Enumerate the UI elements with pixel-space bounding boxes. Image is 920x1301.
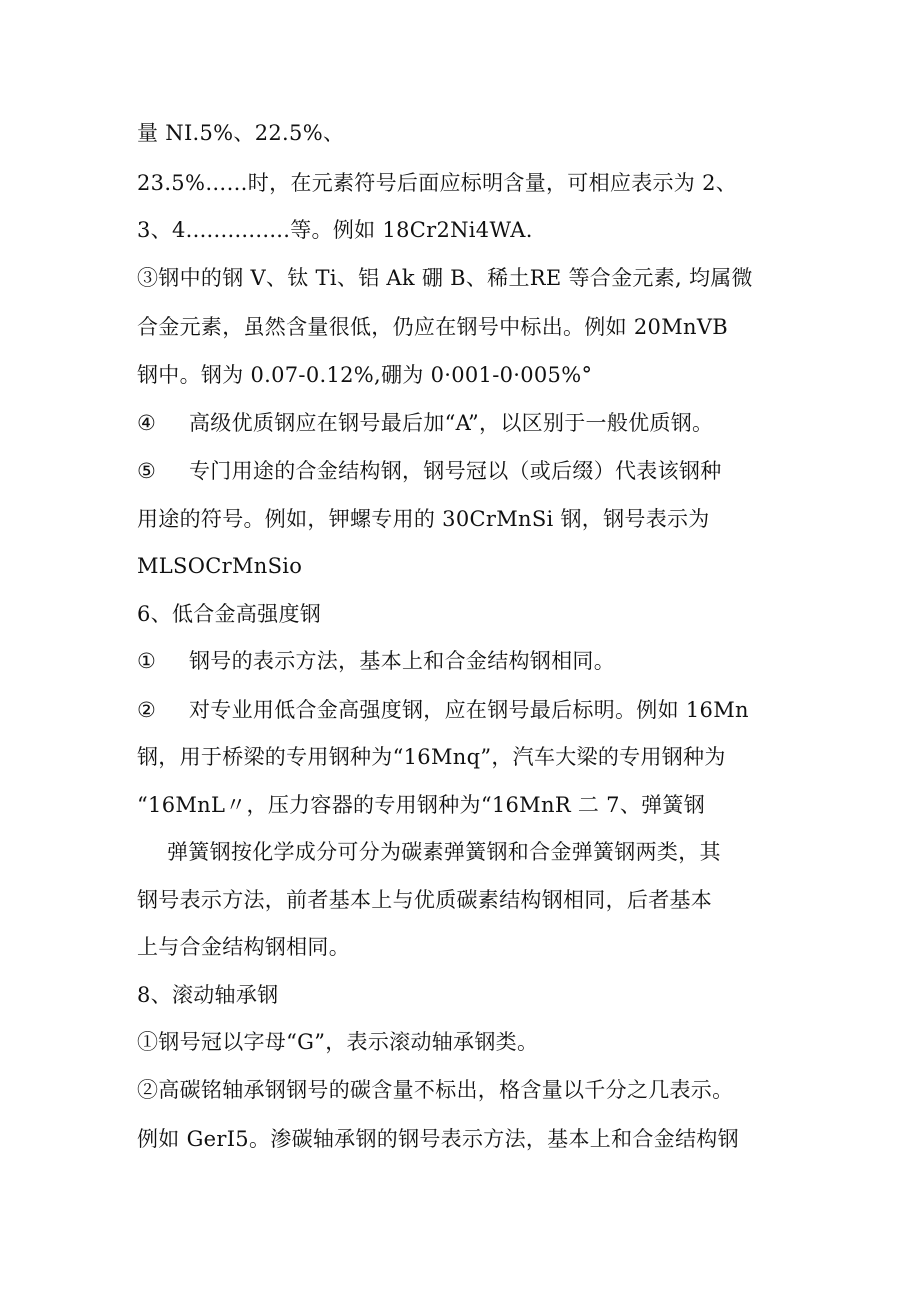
line-text: ②高碳铭轴承钢钢号的碳含量不标出，格含量以千分之几表示。 — [137, 1078, 734, 1102]
section-heading — [137, 982, 278, 1008]
text-line — [137, 120, 344, 146]
text-line — [137, 170, 737, 196]
text-line — [137, 553, 302, 579]
text-line — [137, 1126, 739, 1152]
text-line — [137, 887, 712, 913]
section-heading — [137, 601, 321, 627]
line-text: MLSOCrMnSio — [137, 554, 303, 578]
text-line — [137, 314, 728, 340]
text-line — [137, 792, 705, 818]
line-text: 钢中。钢为 0.07-0.12%,硼为 0·001-0·005%° — [137, 363, 593, 387]
list-marker: ⑤ — [137, 459, 157, 483]
list-marker: ① — [137, 649, 157, 673]
line-text: 弹簧钢按化学成分可分为碳素弹簧钢和合金弹簧钢两类，其 — [167, 840, 721, 864]
line-text: 合金元素，虽然含量很低，仍应在钢号中标出。例如 20MnVB — [137, 315, 729, 339]
text-line — [137, 1029, 538, 1055]
line-text: 钢，用于桥梁的专用钢种为“16Mnq”，汽车大梁的专用钢种为 — [137, 745, 726, 769]
line-text: 钢号的表示方法，基本上和合金结构钢相同。 — [189, 649, 615, 673]
text-line — [137, 265, 753, 291]
line-text: 高级优质钢应在钢号最后加“A”，以区别于一般优质钢。 — [189, 411, 714, 435]
line-text: 量 NI.5%、22.5%、 — [137, 121, 345, 145]
line-text: 3、4...............等。例如 18Cr2Ni4WA. — [137, 218, 533, 242]
line-text: 23.5%……时，在元素符号后面应标明含量，可相应表示为 2、 — [137, 171, 738, 195]
line-text: ③钢中的钢 V、钛 Ti、铝 Ak 硼 B、稀土RE 等合金元素, 均属微 — [137, 266, 753, 290]
line-text: “16MnL〃，压力容器的专用钢种为“16MnR 二 7、弹簧钢 — [137, 793, 706, 817]
text-line — [137, 458, 722, 484]
text-line — [137, 934, 350, 960]
text-line — [137, 697, 749, 723]
text-line — [137, 839, 721, 865]
line-text: 用途的符号。例如，钾螺专用的 30CrMnSi 钢，钢号表示为 — [137, 507, 710, 531]
line-text: ①钢号冠以字母“G”，表示滚动轴承钢类。 — [137, 1030, 539, 1054]
text-line — [137, 1077, 733, 1103]
text-line — [137, 506, 710, 532]
text-line — [137, 410, 713, 436]
line-text: 例如 GerI5。渗碳轴承钢的钢号表示方法，基本上和合金结构钢 — [137, 1127, 739, 1151]
text-line — [137, 362, 592, 388]
line-text: 6、低合金高强度钢 — [137, 602, 322, 626]
line-text: 专门用途的合金结构钢，钢号冠以（或后缀）代表该钢种 — [189, 459, 722, 483]
text-line — [137, 744, 726, 770]
line-text: 对专业用低合金高强度钢，应在钢号最后标明。例如 16Mn — [189, 698, 749, 722]
line-text: 8、滚动轴承钢 — [137, 983, 279, 1007]
list-marker: ② — [137, 698, 157, 722]
text-line — [137, 648, 615, 674]
list-marker: ④ — [137, 411, 157, 435]
line-text: 钢号表示方法，前者基本上与优质碳素结构钢相同，后者基本 — [137, 888, 713, 912]
line-text: 上与合金结构钢相同。 — [137, 935, 350, 959]
text-line — [137, 217, 533, 243]
